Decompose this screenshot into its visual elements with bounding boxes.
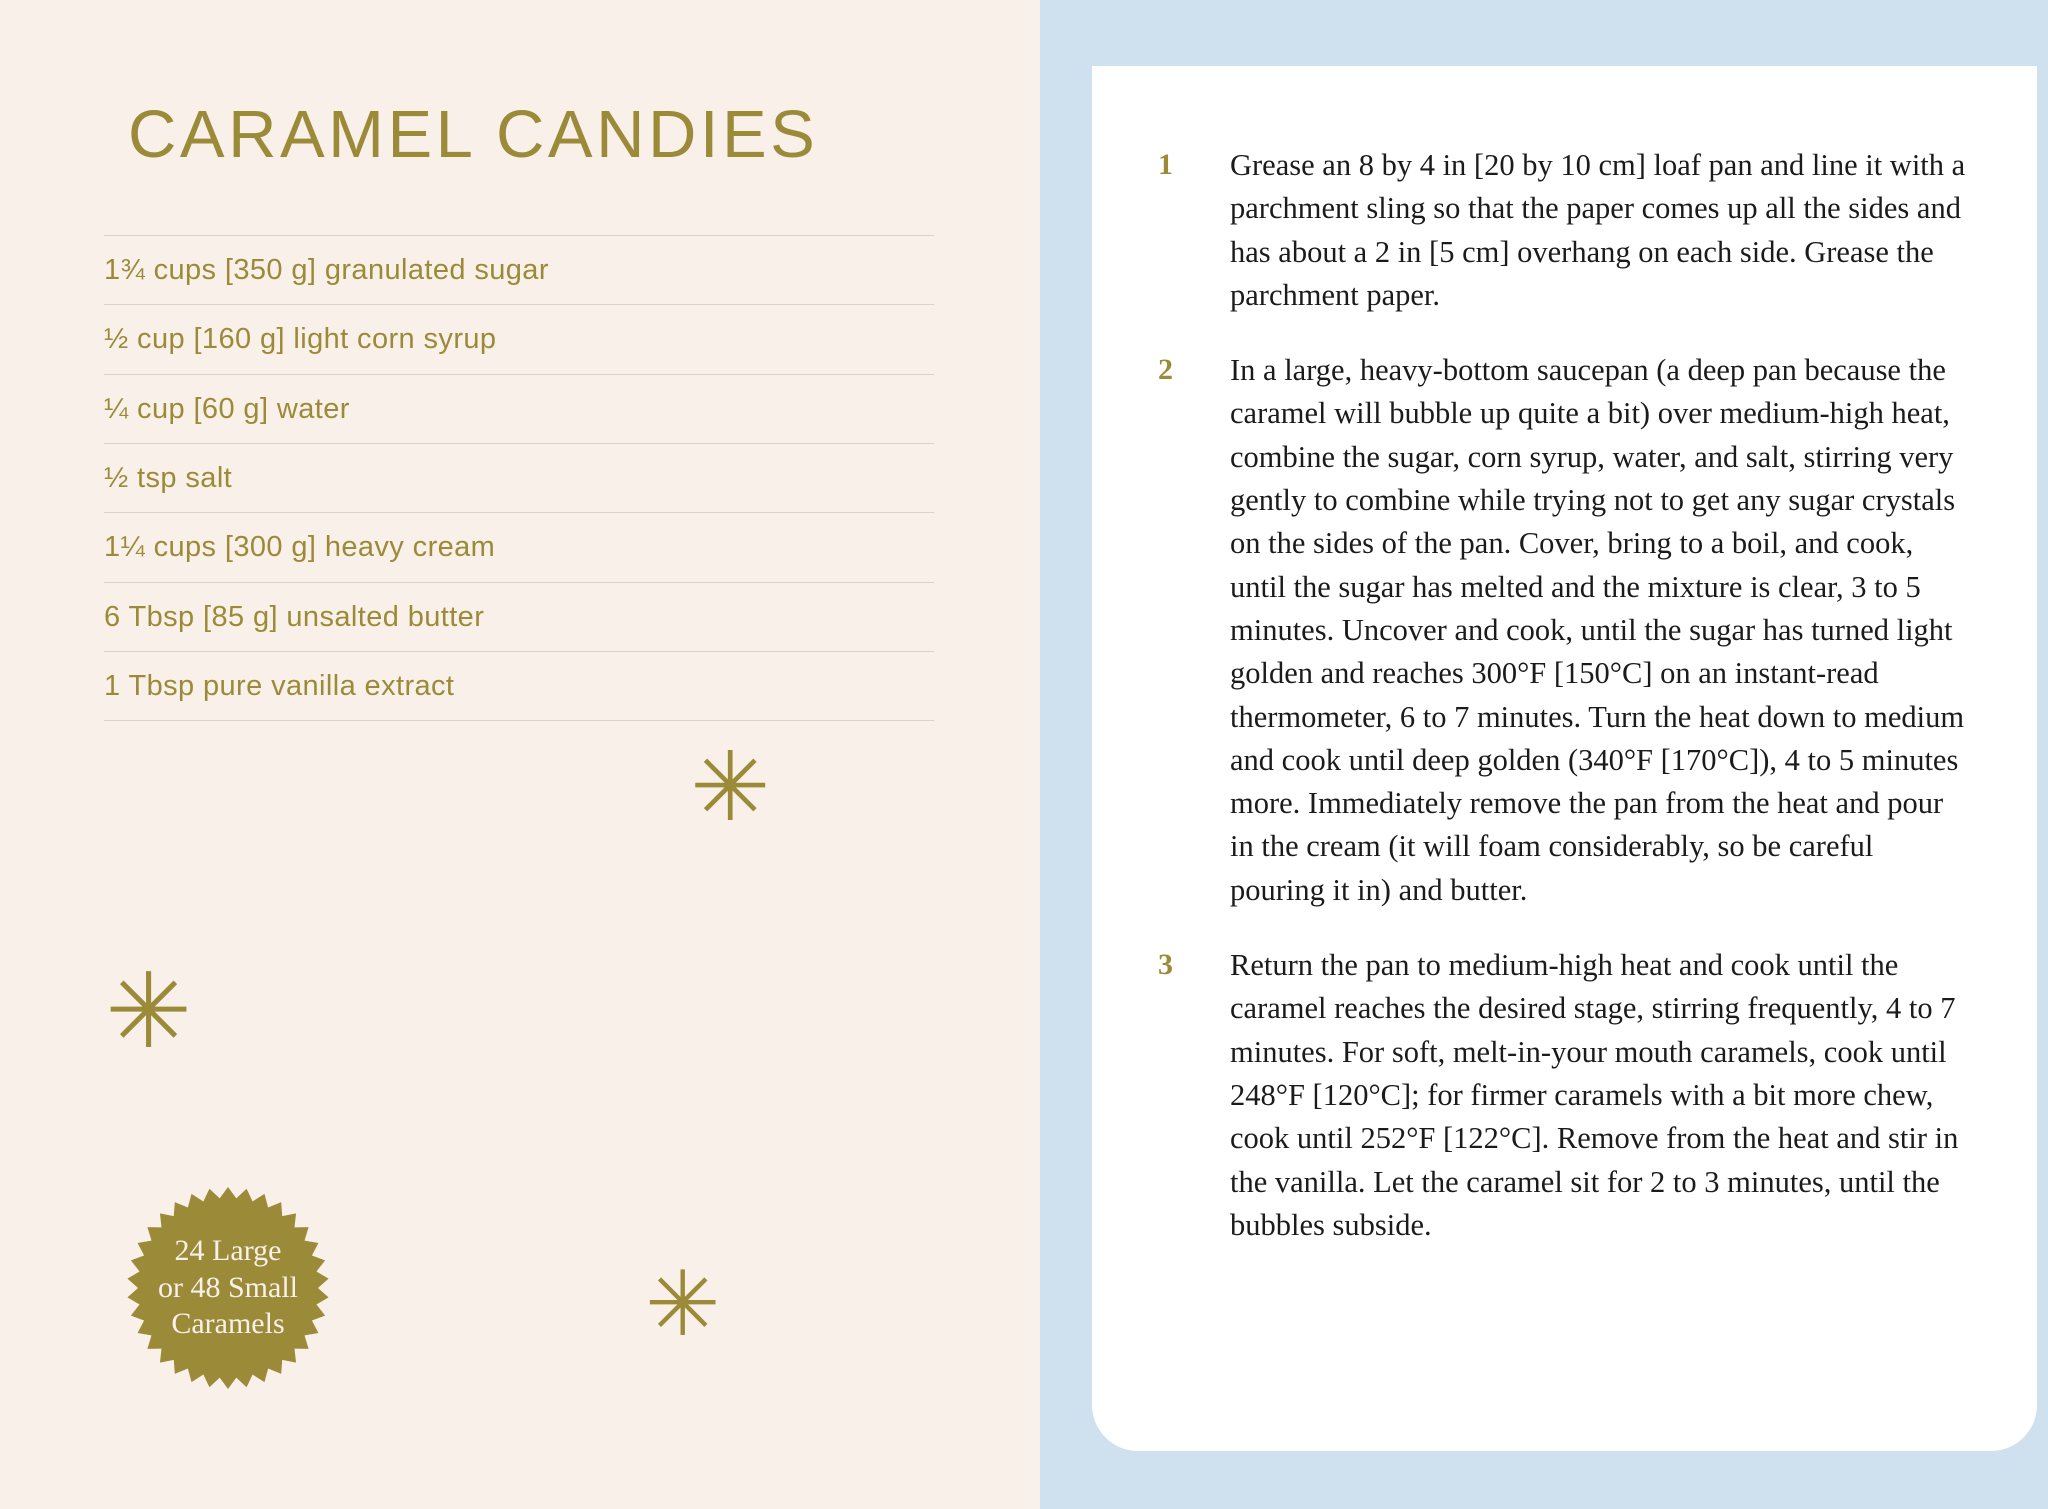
list-item: ½ cup [160 g] light corn syrup <box>104 305 934 374</box>
step-text: Grease an 8 by 4 in [20 by 10 cm] loaf pan and line it with a parchment sling so that the paper comes up all the sides and has about a 2 in [5 cm] overhang on each side. Grease the parchment paper. <box>1230 148 1966 312</box>
instructions-card <box>1092 66 2037 1451</box>
sparkle-star-icon: ✳ <box>690 734 771 841</box>
instruction-step <box>1158 349 1973 912</box>
list-item: 1 Tbsp pure vanilla extract <box>104 652 934 721</box>
step-text: Return the pan to medium-high heat and cook until the caramel reaches the desired stage, stirring frequently, 4 to 7 minutes. For soft, melt-in-your mouth caramels, cook until 248°F [120°C]; for firmer caramels with a bit more chew, cook until 252°F [122°C]. Remove from the heat and stir in the vanilla. Let the caramel sit for 2 to 3 minutes, until the bubbles subside. <box>1230 948 1959 1242</box>
instruction-step <box>1158 944 1973 1247</box>
list-item: 1¾ cups [350 g] granulated sugar <box>104 236 934 305</box>
ingredient-list <box>104 235 934 721</box>
yield-line: or 48 Small <box>158 1270 298 1304</box>
instruction-step <box>1158 144 1973 317</box>
page-title: CARAMEL CANDIES <box>128 97 819 172</box>
list-item: ¼ cup [60 g] water <box>104 375 934 444</box>
step-number: 1 <box>1158 148 1173 181</box>
list-item: 1¼ cups [300 g] heavy cream <box>104 513 934 582</box>
step-text: In a large, heavy-bottom saucepan (a deep pan because the caramel will bubble up quite a bit) over medium-high heat, combine the sugar, corn syrup, water, and salt, stirring very gently to combine while trying not to get any sugar crystals on the sides of the pan. Cover, bring to a boil, and cook, until the sugar has melted and the mixture is clear, 3 to 5 minutes. Uncover and cook, until the sugar has turned light golden and reaches 300°F [150°C] on an instant-read thermometer, 6 to 7 minutes. Turn the heat down to medium and cook until deep golden (340°F [170°C]), 4 to 5 minutes more. Immediately remove the pan from the heat and pour in the cream (it will foam considerably, so be careful pouring it in) and butter. <box>1230 353 1965 907</box>
step-number: 2 <box>1158 353 1173 387</box>
yield-badge-text <box>158 1233 298 1343</box>
yield-line: 24 Large <box>174 1234 282 1268</box>
yield-line: Caramels <box>171 1307 285 1341</box>
right-page <box>1040 0 2048 1509</box>
sparkle-star-icon: ✳ <box>105 954 193 1070</box>
yield-badge <box>125 1185 331 1391</box>
step-number: 3 <box>1158 948 1173 982</box>
list-item: ½ tsp salt <box>104 444 934 513</box>
sparkle-star-icon: ✳ <box>645 1255 721 1355</box>
list-item: 6 Tbsp [85 g] unsalted butter <box>104 583 934 652</box>
